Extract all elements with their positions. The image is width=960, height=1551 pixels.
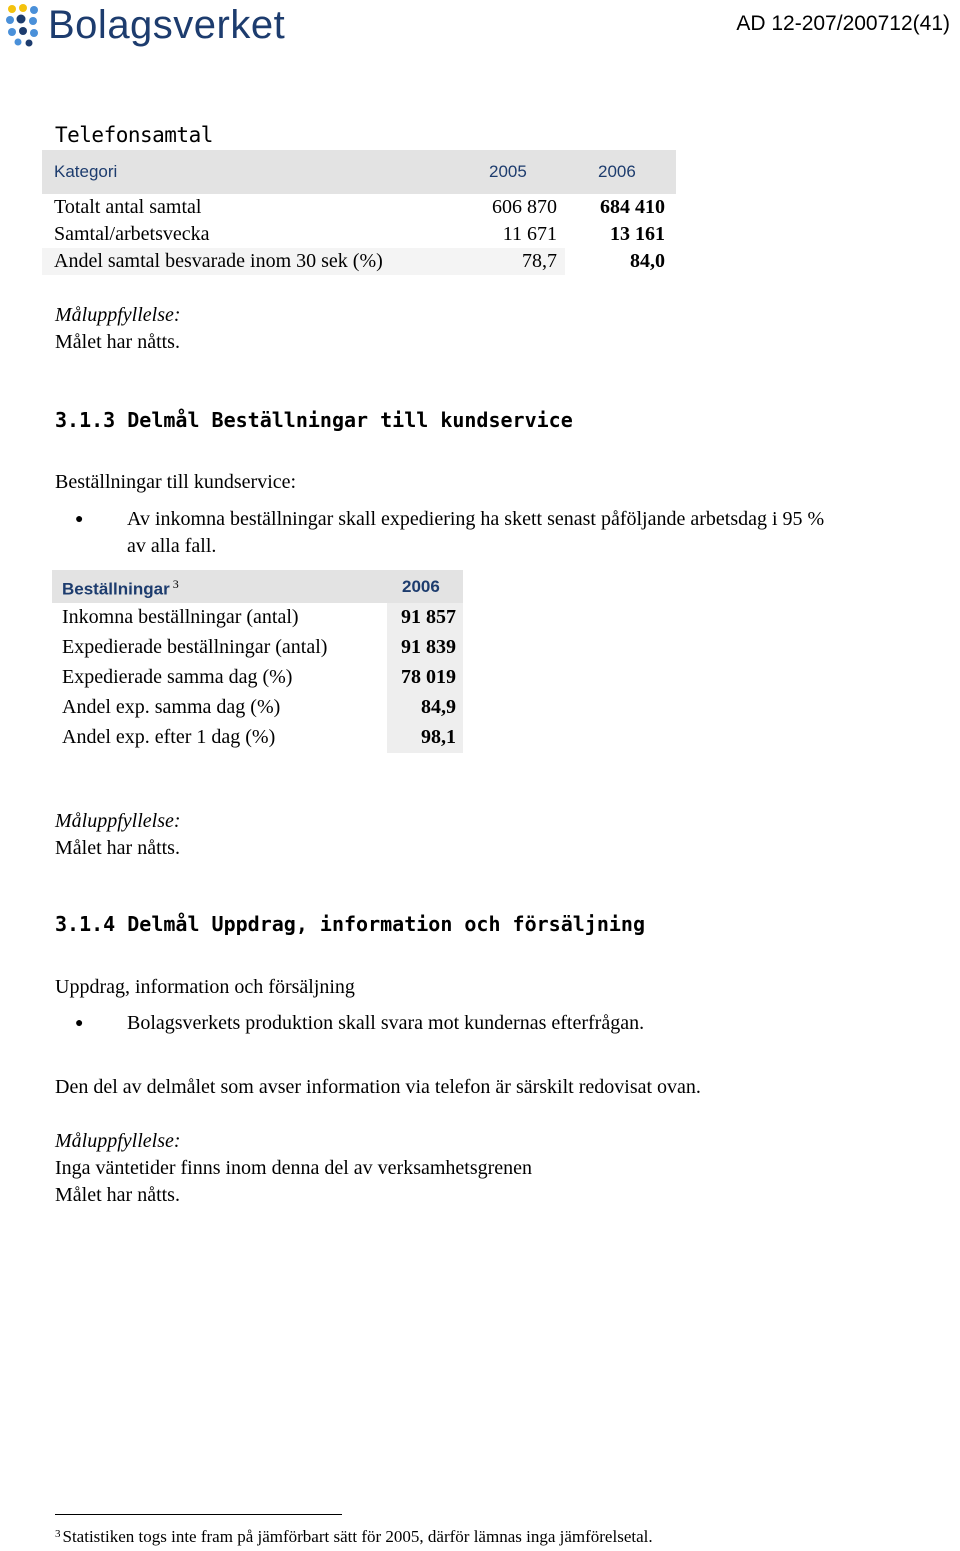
footnote-marker: 3: [172, 577, 179, 591]
row-value: 84,9: [421, 696, 456, 718]
row-label: Totalt antal samtal: [54, 196, 202, 218]
section-heading-314: 3.1.4 Delmål Uppdrag, information och försäljning: [55, 912, 646, 936]
footnote-text: Statistiken togs inte fram på jämförbart sätt för 2005, därför lämnas inga jämförelsetal.: [62, 1527, 653, 1546]
logo: [4, 2, 285, 48]
column-header-bestallningar: Beställningar $^3$: [62, 577, 179, 599]
value-2006: 13 161: [610, 223, 665, 245]
column-header-2006: 2006: [598, 162, 636, 181]
bullet-text: Bolagsverkets produktion skall svara mot kundernas efterfrågan.: [127, 1012, 645, 1034]
footnote: [55, 1527, 653, 1547]
table-row: [52, 603, 463, 633]
bullet-list: [55, 506, 935, 560]
table-row: [42, 221, 676, 248]
list-item: [55, 506, 935, 560]
table-row: [52, 663, 463, 693]
row-label: Expedierade beställningar (antal): [62, 636, 328, 658]
goal-label: Måluppfyllelse:: [55, 304, 181, 326]
row-value: 91 857: [401, 606, 456, 628]
section-intro: Uppdrag, information och försäljning: [55, 976, 355, 998]
footnote-divider: [55, 1514, 342, 1515]
goal-text-line1: Inga väntetider finns inom denna del av verksamhetsgrenen: [55, 1157, 533, 1179]
bullet-icon: ●: [75, 512, 84, 527]
goal-label: Måluppfyllelse:: [55, 1130, 181, 1152]
goal-label: Måluppfyllelse:: [55, 810, 181, 832]
bullet-text-line1: Av inkomna beställningar skall expediering ha skett senast påföljande arbetsdag i 95 %: [127, 508, 825, 530]
value-2005: 78,7: [522, 250, 557, 272]
section-intro: Beställningar till kundservice:: [55, 471, 297, 493]
logo-text: Bolagsverket: [48, 3, 286, 47]
table-header: [52, 570, 463, 603]
row-value: 78 019: [401, 666, 456, 688]
row-label: Andel exp. efter 1 dag (%): [62, 726, 276, 748]
goal-text: Målet har nåtts.: [55, 837, 180, 859]
section-paragraph: Den del av delmålet som avser information via telefon är särskilt redovisat ovan.: [55, 1076, 701, 1098]
row-label: Samtal/arbetsvecka: [54, 223, 210, 245]
telefonsamtal-table: [42, 150, 676, 275]
row-value: 98,1: [421, 726, 456, 748]
row-value: 91 839: [401, 636, 456, 658]
column-header-2005: 2005: [489, 162, 527, 181]
value-2006: 84,0: [630, 250, 665, 272]
column-header-kategori: Kategori: [54, 162, 118, 181]
bullet-icon: ●: [75, 1016, 84, 1031]
value-2005: 606 870: [492, 196, 557, 218]
bullet-text-line2: av alla fall.: [127, 535, 217, 557]
footnote-marker: 3: [55, 1528, 61, 1540]
bullet-list: [55, 1010, 935, 1037]
section-heading-313: 3.1.3 Delmål Beställningar till kundservice: [55, 408, 573, 432]
row-label: Andel exp. samma dag (%): [62, 696, 281, 718]
table-header: [42, 150, 676, 194]
bestallningar-table: [52, 570, 463, 753]
goal-text-line2: Målet har nåtts.: [55, 1184, 180, 1206]
goal-text: Målet har nåtts.: [55, 331, 180, 353]
column-header-2006: 2006: [402, 577, 440, 596]
table-row: [52, 723, 463, 753]
row-label: Expedierade samma dag (%): [62, 666, 293, 688]
row-label: Inkomna beställningar (antal): [62, 606, 299, 628]
value-2006: 684 410: [600, 196, 665, 218]
table-row: [42, 194, 676, 221]
row-label: Andel samtal besvarade inom 30 sek (%): [54, 250, 383, 272]
value-2005: 11 671: [502, 223, 557, 245]
document-reference: AD 12-207/200712(41): [736, 12, 950, 35]
list-item: [55, 1010, 935, 1037]
table-row: [42, 248, 676, 275]
bolagsverket-logo-icon: [4, 3, 42, 47]
table-row: [52, 693, 463, 723]
telefonsamtal-heading: Telefonsamtal: [55, 123, 213, 147]
table-row: [52, 633, 463, 663]
